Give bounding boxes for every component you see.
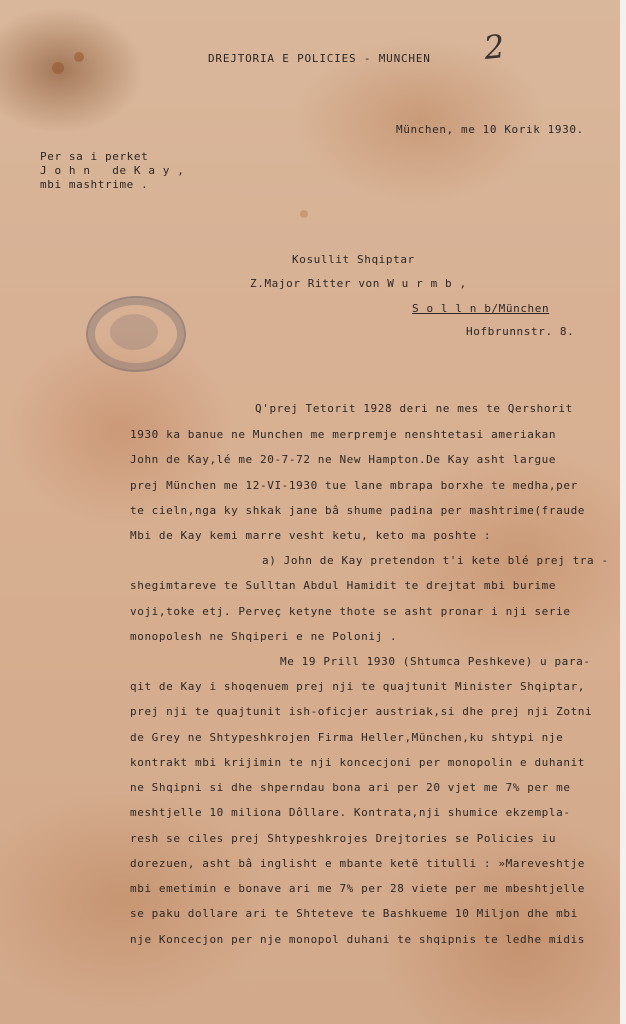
body-line: dorezuen, asht bâ inglisht e mbante ketë titulli : »Mareveshtje [130, 857, 586, 870]
body-line: 1930 ka banue ne Munchen me merpremje nenshtetasi ameriakan [130, 428, 557, 441]
stain [52, 62, 64, 74]
recipient-line-1: Kosullit Shqiptar [292, 253, 415, 266]
body-line: de Grey ne Shtypeshkrojen Firma Heller,München,ku shtypi nje [130, 731, 564, 744]
recipient-line-4: Hofbrunnstr. 8. [466, 325, 575, 338]
date-line: München, me 10 Korik 1930. [396, 123, 584, 136]
body-line: resh se ciles prej Shtypeshkrojes Drejtories se Policies iu [130, 832, 557, 845]
reference-note: Per sa i perket J o h n de K a y , mbi mashtrime . [40, 150, 185, 191]
stain [74, 52, 84, 62]
body-line: prej München me 12-VI-1930 tue lane mbrapa borxhe te medha,per [130, 479, 578, 492]
body-line: se paku dollare ari te Shteteve te Bashkueme 10 Miljon dhe mbi [130, 907, 578, 920]
body-line: kontrakt mbi krijimin te nji koncecjoni per monopolin e duhanit [130, 756, 586, 769]
official-seal [86, 296, 186, 372]
stain [300, 210, 308, 218]
document-header: DREJTORIA E POLICIES - MUNCHEN [208, 52, 431, 65]
recipient-line-2: Z.Major Ritter von W u r m b , [250, 277, 467, 290]
body-line: John de Kay,lé me 20-7-72 ne New Hampton.De Kay asht largue [130, 453, 557, 466]
seal-emblem [110, 314, 158, 350]
body-line: mbi emetimin e bonave ari me 7% per 28 viete per me mbeshtjelle [130, 882, 586, 895]
body-line: qit de Kay i shoqenuem prej nji te quajtunit Minister Shqiptar, [130, 680, 586, 693]
body-line: Mbi de Kay kemi marre vesht ketu, keto ma poshte : [130, 529, 492, 542]
body-line: shegimtareve te Sulltan Abdul Hamidit te drejtat mbi burime [130, 579, 557, 592]
body-line: nje Koncecjon per nje monopol duhani te shqipnis te ledhe midis [130, 933, 586, 946]
body-line: Q'prej Tetorit 1928 deri ne mes te Qershorit [255, 402, 573, 415]
page-number: 2 [482, 27, 507, 67]
body-line: prej nji te quajtunit ish-oficjer austriak,si dhe prej nji Zotni [130, 705, 593, 718]
recipient-line-3: S o l l n b/München [412, 302, 550, 315]
body-line: a) John de Kay pretendon t'i kete blé prej tra - [262, 554, 609, 567]
body-line: te cieln,nga ky shkak jane bâ shume padina per mashtrime(fraude [130, 504, 586, 517]
body-line: meshtjelle 10 miliona Dôllare. Kontrata,nji shumice ekzempla- [130, 806, 571, 819]
body-line: Me 19 Prill 1930 (Shtumca Peshkeve) u para- [280, 655, 591, 668]
body-line: voji,toke etj. Perveç ketyne thote se asht pronar i nji serie [130, 605, 571, 618]
body-line: monopolesh ne Shqiperi e ne Polonij . [130, 630, 398, 643]
body-line: ne Shqipni si dhe shperndau bona ari per 20 vjet me 7% per me [130, 781, 571, 794]
